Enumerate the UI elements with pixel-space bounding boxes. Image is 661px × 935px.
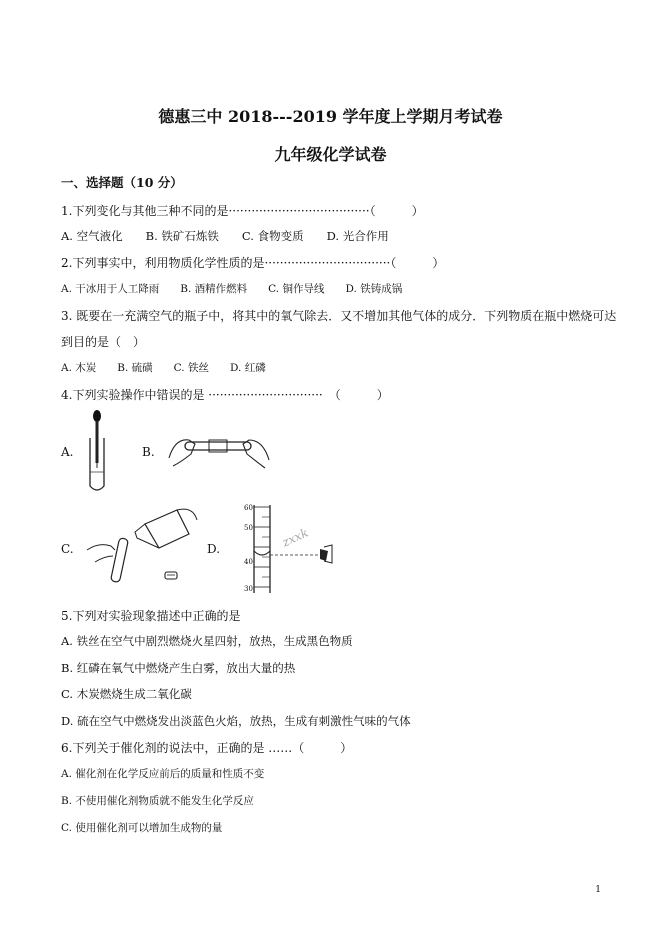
svg-text:zxxk: zxxk — [279, 525, 311, 550]
q6-option-c: C. 使用催化剂可以增加生成物的量 — [61, 822, 223, 834]
q3-stem-line2: 到目的是（ ） — [61, 335, 146, 349]
q1-options: A. 空气液化 B. 铁矿石炼铁 C. 食物变质 D. 光合作用 — [61, 229, 389, 243]
q4-stem: 4.下列实验操作中错误的是 ······························ （ ） — [61, 388, 389, 402]
scale-tick-60: 60 — [244, 504, 253, 512]
q5-option-c: C. 木炭燃烧生成二氧化碳 — [61, 687, 192, 701]
q4-label-d: D. — [207, 542, 221, 556]
q4-label-b: B. — [142, 445, 155, 459]
scale-tick-40: 40 — [244, 558, 253, 566]
q3-stem-line1: 3. 既要在一充满空气的瓶子中，将其中的氧气除去．又不增加其他气体的成分．下列物质在瓶中燃烧可达 — [61, 309, 617, 323]
q1-stem: 1.下列变化与其他三种不同的是·····································（ ） — [61, 204, 424, 218]
q5-option-b: B. 红磷在氧气中燃烧产生白雾，放出大量的热 — [61, 661, 296, 675]
q5-option-a: A. 铁丝在空气中剧烈燃烧火星四射，放热，生成黑色物质 — [61, 634, 353, 648]
figure-c-pouring-liquid — [85, 504, 200, 586]
q5-stem: 5.下列对实验现象描述中正确的是 — [61, 609, 241, 623]
figure-d-graduated-cylinder — [232, 503, 342, 595]
exam-title: 德惠三中 2018---2019 学年度上学期月考试卷 — [158, 107, 503, 126]
figure-b-heating-tube — [165, 432, 273, 472]
q6-stem: 6.下列关于催化剂的说法中，正确的是 ……（ ） — [61, 741, 353, 755]
exam-subtitle: 九年级化学试卷 — [274, 145, 387, 164]
section-heading: 一、选择题（10 分） — [61, 175, 183, 190]
q3-options: A. 木炭 B. 硫磺 C. 铁丝 D. 红磷 — [61, 362, 266, 374]
q6-option-a: A. 催化剂在化学反应前后的质量和性质不变 — [61, 768, 265, 780]
q2-stem: 2.下列事实中，利用物质化学性质的是·································（ ） — [61, 256, 445, 270]
q2-options: A. 干冰用于人工降雨 B. 酒精作燃料 C. 铜作导线 D. 铁铸成锅 — [61, 283, 403, 295]
q4-label-a: A. — [61, 445, 74, 459]
scale-tick-30: 30 — [244, 585, 253, 593]
figure-a-dropper-test-tube — [86, 410, 108, 494]
q5-option-d: D. 硫在空气中燃烧发出淡蓝色火焰，放热，生成有刺激性气味的气体 — [61, 714, 411, 728]
q4-label-c: C. — [61, 542, 74, 556]
page-number: 1 — [595, 885, 601, 895]
q6-option-b: B. 不使用催化剂物质就不能发生化学反应 — [61, 795, 254, 807]
scale-tick-50: 50 — [244, 524, 253, 532]
